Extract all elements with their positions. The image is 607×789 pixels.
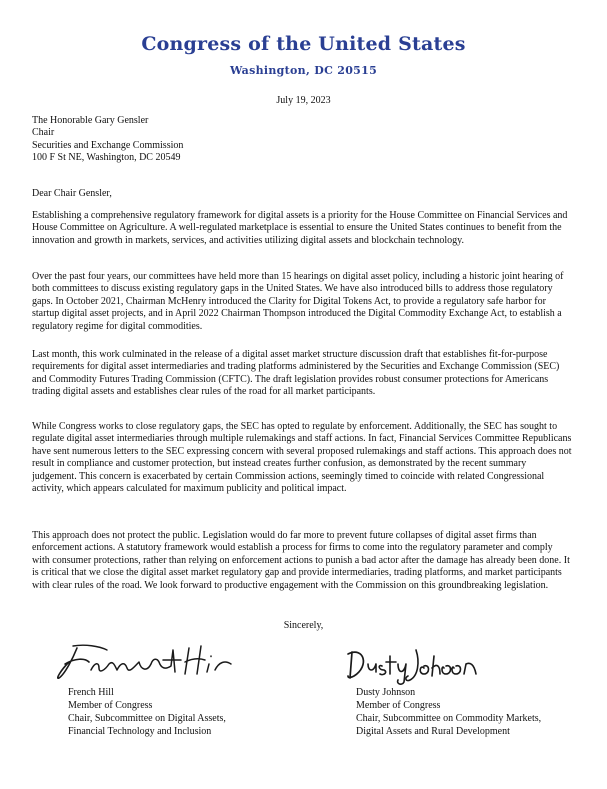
signer-block-french-hill — [68, 686, 226, 738]
signer-block-dusty-johnson — [356, 686, 541, 738]
salutation: Dear Chair Gensler, — [32, 188, 112, 199]
body-paragraph-1: Establishing a comprehensive regulatory framework for digital assets is a priority for the House Committee on Financial Services and House Committee on Agriculture. A well-regulated marketplace is essential to ensure the United States continues to benefit from the innovation and growth in markets, services, and activities utilizing digital assets and blockchain technology. — [32, 210, 568, 246]
signer-role: Chair, Subcommittee on Commodity Markets, — [356, 713, 542, 724]
recipient-address — [32, 115, 183, 165]
letter-date: July 19, 2023 — [276, 95, 331, 106]
signer-title: Member of Congress — [68, 700, 153, 711]
recipient-title: Chair — [32, 127, 55, 139]
signer-title: Member of Congress — [356, 700, 441, 711]
closing: Sincerely, — [283, 620, 324, 631]
signer-role: Chair, Subcommittee on Digital Assets, — [68, 713, 226, 724]
signer-role-cont: Financial Technology and Inclusion — [68, 726, 212, 737]
signer-name: French Hill — [68, 687, 114, 698]
letterhead-title: Congress of the United States — [141, 33, 466, 55]
recipient-street: 100 F St NE, Washington, DC 20549 — [32, 152, 181, 164]
body-paragraph-4: While Congress works to close regulatory gaps, the SEC has opted to regulate by enforcement. Additionally, the SEC has sought to regulate digital asset intermediaries through multiple rulemakings and staff actions. In fact, Financial Services Committee Republicans have sent numerous letters to the SEC expressing concern with several proposed rulemakings and staff actions. This approach does not result in compliance and customer protection, but instead creates further confusion, as demonstrated by the recent summary judgement. This concern is exacerbated by certain Commission actions, seemingly timed to coincide with related Congressional activity, which appears calculated for maximum publicity and political impact. — [32, 421, 572, 495]
signer-role-cont: Digital Assets and Rural Development — [356, 726, 510, 737]
recipient-name: The Honorable Gary Gensler — [32, 115, 149, 126]
body-paragraph-3: Last month, this work culminated in the release of a digital asset market structure discussion draft that establishes fit-for-purpose requirements for digital asset intermediaries and trading platforms administered by the Securities and Exchange Commission (SEC) and Commodity Futures Trading Commission (CFTC). The draft legislation provides robust consumer protections for Americans trading digital assets and establishes clear rules of the road for all market participants. — [32, 349, 560, 398]
signer-name: Dusty Johnson — [356, 687, 416, 698]
letterhead-subtitle: Washington, DC 20515 — [229, 64, 378, 77]
recipient-organization: Securities and Exchange Commission — [32, 139, 184, 151]
signature-dusty-johnson — [344, 642, 484, 686]
body-paragraph-2: Over the past four years, our committees have held more than 15 hearings on digital asset policy, including a historic joint hearing of both committees to discuss existing regulatory gaps in the United States. We have also introduced bills to address those regulatory gaps. In October 2021, Chairman McHenry introduced the Clarity for Digital Tokens Act, to provide a regulatory safe harbor for startup digital asset projects, and in April 2022 Chairman Thompson introduced the Digital Commodity Exchange Act, to establish a regulatory regime for digital commodities. — [32, 271, 564, 332]
body-paragraph-5: This approach does not protect the public. Legislation would do far more to prevent future collapses of digital asset firms than enforcement actions. A statutory framework would establish a process for firms to come into the regulatory parameter and comply with consumer protections, rather than relying on enforcement actions to punish a bad actor after the damage has already been done. It is critical that we close the digital asset market regulatory gap and provide intermediaries, trading platforms, and market participants with clear rules of the road. We look forward to productive engagement with the Commission on this groundbreaking legislation. — [32, 530, 570, 591]
signature-french-hill — [55, 640, 235, 686]
